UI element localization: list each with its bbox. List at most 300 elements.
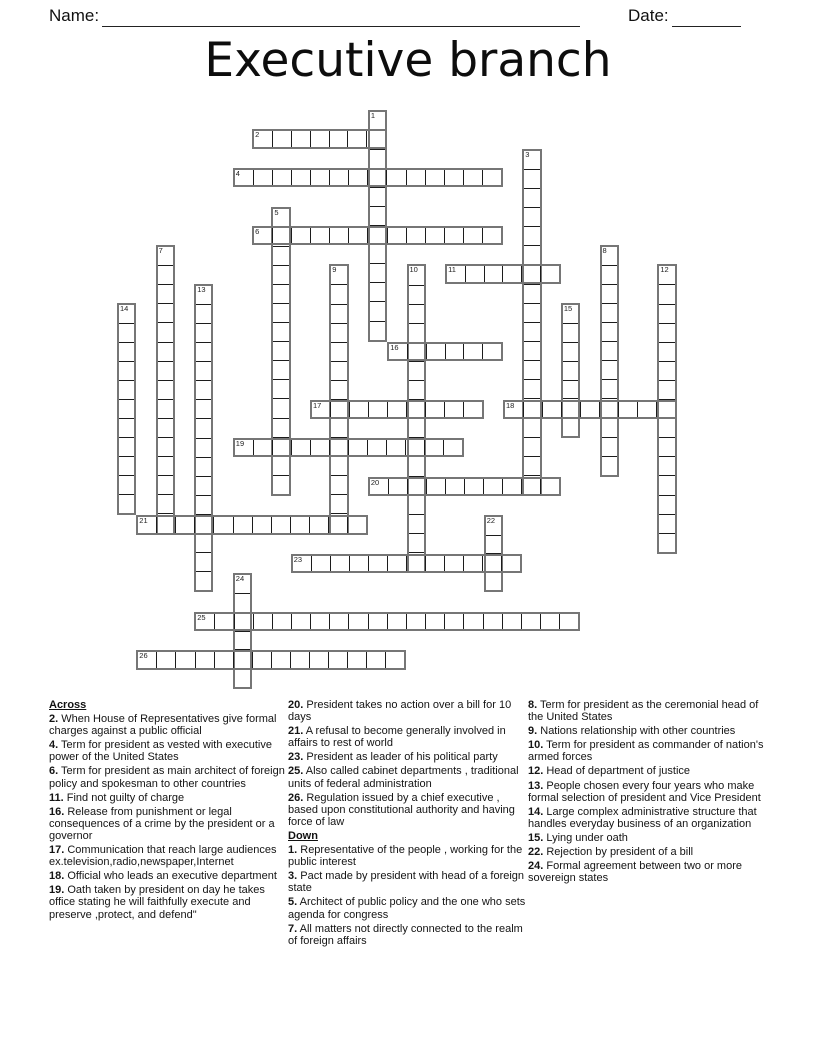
grid-cell[interactable] (524, 419, 539, 438)
grid-cell[interactable] (369, 614, 388, 629)
grid-cell[interactable] (196, 400, 211, 419)
grid-cell[interactable] (426, 402, 445, 417)
grid-cell[interactable] (368, 170, 387, 185)
grid-cell[interactable] (659, 457, 674, 476)
grid-cell[interactable] (331, 343, 346, 362)
grid-cell[interactable] (273, 131, 292, 146)
grid-cell[interactable] (483, 344, 501, 359)
grid-cell[interactable] (659, 381, 674, 400)
grid-cell[interactable] (158, 438, 173, 457)
grid-cell[interactable] (196, 286, 211, 305)
grid-cell[interactable] (119, 495, 134, 513)
grid-cell[interactable] (119, 476, 134, 495)
grid-cell[interactable] (119, 419, 134, 438)
grid-cell[interactable] (445, 228, 464, 243)
name-fill-line[interactable] (102, 25, 580, 27)
grid-cell[interactable] (602, 285, 617, 304)
grid-cell[interactable] (119, 305, 134, 324)
grid-cell[interactable] (349, 170, 368, 185)
grid-cell[interactable] (407, 228, 426, 243)
grid-cell[interactable] (234, 652, 253, 667)
grid-cell[interactable] (349, 228, 368, 243)
grid-cell[interactable] (427, 479, 446, 494)
grid-cell[interactable] (273, 380, 288, 399)
grid-cell[interactable] (195, 517, 214, 532)
grid-cell[interactable] (486, 536, 501, 555)
grid-cell[interactable] (367, 131, 385, 146)
grid-cell[interactable] (196, 477, 211, 496)
grid-cell[interactable] (273, 399, 288, 418)
grid-cell[interactable] (273, 266, 288, 285)
grid-cell[interactable] (409, 362, 424, 381)
grid-cell[interactable] (331, 457, 346, 476)
grid-cell[interactable] (503, 479, 522, 494)
grid-cell[interactable] (310, 652, 329, 667)
grid-cell[interactable] (331, 556, 350, 571)
grid-cell[interactable] (158, 400, 173, 419)
grid-cell[interactable] (659, 343, 674, 362)
grid-cell[interactable] (330, 440, 349, 455)
grid-cell[interactable] (659, 438, 674, 457)
grid-cell[interactable] (503, 266, 522, 281)
grid-cell[interactable] (445, 402, 464, 417)
grid-cell[interactable] (602, 304, 617, 323)
grid-cell[interactable] (235, 632, 250, 651)
grid-cell[interactable] (348, 131, 367, 146)
grid-cell[interactable] (235, 594, 250, 613)
grid-cell[interactable] (215, 614, 234, 629)
grid-cell[interactable] (524, 438, 539, 457)
grid-cell[interactable] (388, 228, 407, 243)
grid-cell[interactable] (292, 228, 311, 243)
grid-cell[interactable] (331, 476, 346, 495)
grid-cell[interactable] (370, 150, 385, 169)
grid-cell[interactable] (483, 556, 502, 571)
grid-cell[interactable] (446, 344, 465, 359)
grid-cell[interactable] (522, 266, 541, 281)
grid-cell[interactable] (485, 266, 504, 281)
grid-cell[interactable] (273, 614, 292, 629)
grid-cell[interactable] (272, 517, 291, 532)
grid-cell[interactable] (330, 614, 349, 629)
clue-21: 21. A refusal to become generally involved in affairs to rest of world (288, 725, 506, 750)
grid-cell[interactable] (331, 402, 350, 417)
grid-cell[interactable] (524, 323, 539, 342)
grid-cell[interactable] (331, 495, 346, 514)
grid-cell[interactable] (502, 556, 520, 571)
grid-cell[interactable] (370, 264, 385, 283)
grid-cell[interactable] (158, 381, 173, 400)
grid-cell[interactable] (387, 440, 406, 455)
grid-cell[interactable] (119, 381, 134, 400)
grid-cell[interactable] (659, 534, 674, 552)
grid-cell[interactable] (445, 556, 464, 571)
grid-cell[interactable] (349, 440, 368, 455)
grid-cell[interactable] (311, 228, 330, 243)
grid-cell[interactable] (407, 614, 426, 629)
grid-cell[interactable] (253, 652, 272, 667)
grid-cell[interactable] (158, 247, 173, 266)
grid-cell[interactable] (329, 652, 348, 667)
grid-cell[interactable] (272, 652, 291, 667)
grid-cell[interactable] (348, 652, 367, 667)
grid-cell[interactable] (659, 266, 674, 285)
grid-cell[interactable] (426, 556, 445, 571)
grid-cell[interactable] (235, 170, 254, 185)
grid-cell[interactable] (389, 479, 408, 494)
grid-cell[interactable] (370, 188, 385, 207)
cell-number: 17 (313, 400, 322, 410)
grid-cell[interactable] (293, 556, 312, 571)
grid-cell[interactable] (158, 304, 173, 323)
grid-cell[interactable] (659, 515, 674, 534)
grid-cell[interactable] (464, 344, 483, 359)
grid-cell[interactable] (292, 131, 311, 146)
grid-cell[interactable] (446, 479, 465, 494)
grid-cell[interactable] (370, 112, 385, 131)
grid-cell[interactable] (196, 496, 211, 515)
grid-cell[interactable] (389, 344, 408, 359)
grid-cell[interactable] (119, 362, 134, 381)
grid-cell[interactable] (350, 402, 369, 417)
grid-cell[interactable] (158, 362, 173, 381)
grid-cell[interactable] (119, 400, 134, 419)
grid-cell[interactable] (602, 342, 617, 361)
grid-cell[interactable] (273, 170, 292, 185)
clue-19: 19. Oath taken by president on day he takes office stating he will faithfully execute and preserve ,protect, and defend" (49, 884, 265, 921)
grid-cell[interactable] (196, 381, 211, 400)
grid-cell[interactable] (370, 322, 385, 340)
grid-cell[interactable] (444, 440, 462, 455)
grid-cell[interactable] (253, 517, 272, 532)
clue-10: 10. Term for president as commander of nation's armed forces (528, 739, 764, 764)
grid-cell[interactable] (349, 614, 368, 629)
grid-cell[interactable] (464, 402, 482, 417)
grid-cell[interactable] (331, 305, 346, 324)
grid-cell[interactable] (273, 228, 292, 243)
grid-cell[interactable] (563, 305, 578, 324)
grid-cell[interactable] (524, 246, 539, 265)
grid-cell[interactable] (409, 286, 424, 305)
grid-cell[interactable] (541, 479, 559, 494)
grid-cell[interactable] (370, 283, 385, 302)
grid-cell[interactable] (445, 170, 464, 185)
grid-cell[interactable] (659, 362, 674, 381)
grid-cell[interactable] (409, 496, 424, 515)
grid-cell[interactable] (273, 285, 288, 304)
grid-cell[interactable] (486, 573, 501, 591)
grid-cell[interactable] (367, 652, 386, 667)
grid-cell[interactable] (273, 323, 288, 342)
grid-cell[interactable] (312, 402, 331, 417)
grid-cell[interactable] (524, 208, 539, 227)
grid-cell[interactable] (483, 170, 501, 185)
word-16-across (387, 342, 503, 361)
grid-cell[interactable] (388, 556, 407, 571)
grid-cell[interactable] (541, 266, 559, 281)
grid-cell[interactable] (273, 209, 288, 228)
page-title: Executive branch (204, 33, 612, 88)
grid-cell[interactable] (427, 344, 446, 359)
grid-cell[interactable] (119, 324, 134, 343)
grid-cell[interactable] (138, 517, 157, 532)
grid-cell[interactable] (659, 419, 674, 438)
grid-cell[interactable] (176, 652, 195, 667)
grid-cell[interactable] (196, 343, 211, 362)
grid-cell[interactable] (466, 266, 485, 281)
grid-cell[interactable] (409, 324, 424, 343)
grid-cell[interactable] (581, 402, 600, 417)
grid-cell[interactable] (524, 285, 539, 304)
grid-cell[interactable] (254, 228, 273, 243)
grid-cell[interactable] (524, 189, 539, 208)
grid-cell[interactable] (292, 440, 311, 455)
cell-number: 13 (197, 284, 206, 294)
grid-cell[interactable] (602, 380, 617, 399)
clue-12: 12. Head of department of justice (528, 765, 691, 778)
grid-cell[interactable] (600, 402, 619, 417)
grid-cell[interactable] (311, 614, 330, 629)
grid-cell[interactable] (659, 476, 674, 495)
grid-cell[interactable] (196, 362, 211, 381)
grid-cell[interactable] (388, 614, 407, 629)
grid-cell[interactable] (425, 440, 444, 455)
grid-cell[interactable] (176, 517, 195, 532)
word-19-across (233, 438, 465, 457)
grid-cell[interactable] (522, 614, 541, 629)
grid-cell[interactable] (486, 517, 501, 536)
grid-cell[interactable] (215, 652, 234, 667)
grid-cell[interactable] (409, 419, 424, 438)
grid-cell[interactable] (407, 556, 426, 571)
grid-cell[interactable] (273, 440, 292, 455)
across-header: Across (49, 699, 87, 711)
grid-cell[interactable] (407, 402, 426, 417)
grid-cell[interactable] (370, 302, 385, 321)
name-label: Name: (49, 6, 100, 25)
grid-cell[interactable] (196, 652, 215, 667)
grid-cell[interactable] (196, 458, 211, 477)
grid-cell[interactable] (409, 305, 424, 324)
grid-cell[interactable] (311, 170, 330, 185)
grid-cell[interactable] (505, 402, 524, 417)
grid-cell[interactable] (348, 517, 366, 532)
cell-number: 3 (525, 149, 530, 159)
grid-cell[interactable] (214, 517, 233, 532)
grid-cell[interactable] (484, 479, 503, 494)
grid-cell[interactable] (368, 440, 387, 455)
grid-cell[interactable] (563, 343, 578, 362)
grid-cell[interactable] (409, 381, 424, 400)
grid-cell[interactable] (273, 419, 288, 438)
grid-cell[interactable] (602, 247, 617, 266)
grid-cell[interactable] (483, 228, 501, 243)
grid-cell[interactable] (254, 440, 273, 455)
grid-cell[interactable] (273, 304, 288, 323)
grid-cell[interactable] (273, 361, 288, 380)
grid-cell[interactable] (331, 285, 346, 304)
grid-cell[interactable] (331, 266, 346, 285)
grid-cell[interactable] (619, 402, 638, 417)
grid-cell[interactable] (273, 476, 288, 494)
grid-cell[interactable] (657, 402, 675, 417)
grid-cell[interactable] (562, 402, 581, 417)
grid-cell[interactable] (524, 402, 543, 417)
grid-cell[interactable] (234, 517, 253, 532)
grid-cell[interactable] (368, 228, 387, 243)
grid-cell[interactable] (464, 556, 483, 571)
grid-cell[interactable] (464, 228, 483, 243)
grid-cell[interactable] (158, 457, 173, 476)
grid-cell[interactable] (311, 131, 330, 146)
grid-cell[interactable] (331, 381, 346, 400)
grid-cell[interactable] (602, 361, 617, 380)
cell-number: 12 (660, 265, 669, 275)
grid-cell[interactable] (330, 131, 349, 146)
grid-cell[interactable] (196, 534, 211, 553)
grid-cell[interactable] (254, 170, 273, 185)
grid-cell[interactable] (292, 614, 311, 629)
grid-cell[interactable] (235, 614, 254, 629)
cell-number: 16 (390, 342, 399, 352)
grid-cell[interactable] (388, 402, 407, 417)
grid-cell[interactable] (602, 438, 617, 457)
grid-cell[interactable] (331, 419, 346, 438)
grid-cell[interactable] (235, 575, 250, 594)
grid-cell[interactable] (370, 207, 385, 226)
grid-cell[interactable] (524, 457, 539, 476)
grid-cell[interactable] (196, 305, 211, 324)
grid-cell[interactable] (659, 324, 674, 343)
grid-cell[interactable] (119, 457, 134, 476)
grid-cell[interactable] (273, 457, 288, 476)
grid-cell[interactable] (196, 572, 211, 590)
grid-cell[interactable] (196, 439, 211, 458)
word-17-across (310, 400, 484, 419)
grid-cell[interactable] (331, 324, 346, 343)
grid-cell[interactable] (503, 614, 522, 629)
clue-4: 4. Term for president as vested with executive power of the United States (49, 739, 272, 764)
grid-cell[interactable] (602, 266, 617, 285)
grid-cell[interactable] (602, 419, 617, 438)
grid-cell[interactable] (158, 343, 173, 362)
grid-cell[interactable] (387, 170, 406, 185)
grid-cell[interactable] (541, 614, 560, 629)
grid-cell[interactable] (310, 517, 329, 532)
grid-cell[interactable] (138, 652, 157, 667)
grid-cell[interactable] (602, 457, 617, 475)
grid-cell[interactable] (158, 266, 173, 285)
grid-cell[interactable] (350, 556, 369, 571)
grid-cell[interactable] (465, 479, 484, 494)
grid-cell[interactable] (408, 479, 427, 494)
grid-cell[interactable] (602, 323, 617, 342)
grid-cell[interactable] (157, 517, 176, 532)
grid-cell[interactable] (369, 402, 388, 417)
grid-cell[interactable] (524, 361, 539, 380)
grid-cell[interactable] (524, 227, 539, 246)
grid-cell[interactable] (158, 285, 173, 304)
grid-cell[interactable] (196, 553, 211, 572)
grid-cell[interactable] (464, 170, 483, 185)
grid-cell[interactable] (254, 131, 273, 146)
grid-cell[interactable] (330, 228, 349, 243)
clue-column-3 (528, 699, 770, 886)
grid-cell[interactable] (426, 228, 445, 243)
grid-cell[interactable] (369, 556, 388, 571)
grid-cell[interactable] (273, 342, 288, 361)
grid-cell[interactable] (409, 515, 424, 534)
grid-cell[interactable] (426, 614, 445, 629)
grid-cell[interactable] (659, 285, 674, 304)
grid-cell[interactable] (407, 170, 426, 185)
grid-cell[interactable] (158, 476, 173, 495)
grid-cell[interactable] (447, 266, 466, 281)
grid-cell[interactable] (119, 343, 134, 362)
grid-cell[interactable] (522, 479, 541, 494)
grid-cell[interactable] (370, 479, 389, 494)
grid-cell[interactable] (563, 362, 578, 381)
grid-cell[interactable] (659, 305, 674, 324)
grid-cell[interactable] (386, 652, 404, 667)
grid-cell[interactable] (408, 344, 427, 359)
grid-cell[interactable] (409, 266, 424, 285)
grid-cell[interactable] (524, 304, 539, 323)
grid-cell[interactable] (312, 556, 331, 571)
grid-cell[interactable] (291, 652, 310, 667)
grid-cell[interactable] (563, 418, 578, 436)
grid-cell[interactable] (638, 402, 657, 417)
grid-cell[interactable] (196, 324, 211, 343)
grid-cell[interactable] (329, 517, 348, 532)
grid-cell[interactable] (158, 495, 173, 514)
grid-cell[interactable] (543, 402, 562, 417)
grid-cell[interactable] (445, 614, 464, 629)
grid-cell[interactable] (292, 170, 311, 185)
grid-cell[interactable] (235, 669, 250, 687)
grid-cell[interactable] (196, 614, 215, 629)
grid-cell[interactable] (254, 614, 273, 629)
grid-cell[interactable] (119, 438, 134, 457)
grid-cell[interactable] (409, 534, 424, 553)
grid-cell[interactable] (524, 170, 539, 189)
grid-cell[interactable] (524, 151, 539, 170)
grid-cell[interactable] (563, 381, 578, 400)
grid-cell[interactable] (235, 440, 254, 455)
grid-cell[interactable] (406, 440, 425, 455)
grid-cell[interactable] (311, 440, 330, 455)
date-fill-line[interactable] (672, 25, 741, 27)
grid-cell[interactable] (157, 652, 176, 667)
grid-cell[interactable] (524, 380, 539, 399)
grid-cell[interactable] (158, 323, 173, 342)
grid-cell[interactable] (659, 496, 674, 515)
grid-cell[interactable] (273, 247, 288, 266)
grid-cell[interactable] (484, 614, 503, 629)
grid-cell[interactable] (196, 419, 211, 438)
grid-cell[interactable] (330, 170, 349, 185)
grid-cell[interactable] (560, 614, 578, 629)
grid-cell[interactable] (370, 245, 385, 264)
grid-cell[interactable] (291, 517, 310, 532)
grid-cell[interactable] (331, 362, 346, 381)
grid-cell[interactable] (524, 342, 539, 361)
grid-cell[interactable] (409, 457, 424, 476)
grid-cell[interactable] (464, 614, 483, 629)
grid-cell[interactable] (158, 419, 173, 438)
grid-cell[interactable] (426, 170, 445, 185)
grid-cell[interactable] (563, 324, 578, 343)
